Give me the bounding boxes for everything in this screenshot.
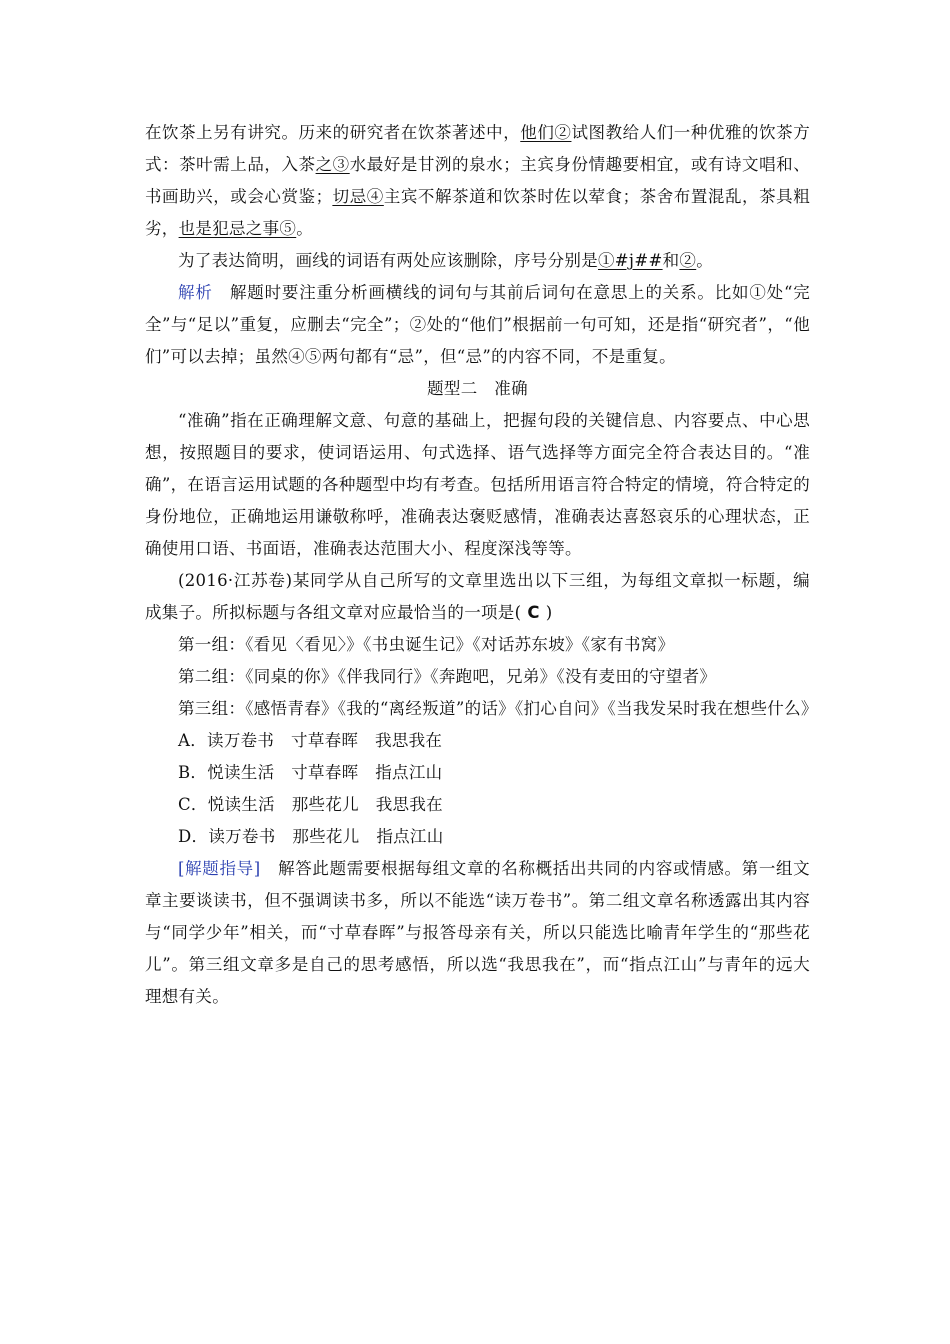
- underlined-phrase: 之③: [315, 155, 350, 174]
- passage-paragraph: [145, 117, 810, 245]
- passage-text: 水最好是甘洌的泉水；主宾身份情趣要相宜，或有诗文唱和、书画助兴，或会心赏鉴；: [145, 155, 810, 206]
- answer-number: ②: [679, 251, 697, 270]
- analysis-paragraph: [145, 277, 810, 373]
- guide-label: [解题指导]: [178, 859, 261, 878]
- document-body: [145, 117, 818, 1013]
- section-title: 题型二 准确: [427, 379, 528, 398]
- analysis-text: 解题时要注重分析画横线的词句与其前后词句在意思上的关系。比如①处“完全”与“足以”重复，应删去“完全”；②处的“他们”根据前一句可知，还是指“研究者”，“他们”可以去掉；虽然④⑤两句都有“忌”，但“忌”的内容不同，不是重复。: [145, 283, 811, 366]
- answer-letter: C: [527, 603, 540, 622]
- guide-text: 解答此题需要根据每组文章的名称概括出共同的内容或情感。第一组文章主要谈读书，但不强调读书多，所以不能选“读万卷书”。第二组文章名称透露出其内容与“同学少年”相关，而“寸草春晖”与报答母亲有关，所以只能选比喻青年学生的“那些花儿”。第三组文章多是自己的思考感悟，所以选“我思我在”，而“指点江山”与青年的远大理想有关。: [145, 859, 810, 1006]
- group-item: 第三组：《感悟青春》《我的“离经叛道”的话》《扪心自问》《当我发呆时我在想些什么》: [178, 699, 818, 718]
- question-text: ): [545, 603, 553, 622]
- passage-text: 主宾不解茶道和饮茶时佐以荤食；茶舍布置混乱，茶具粗劣，: [145, 187, 810, 238]
- option-d: D．读万卷书 那些花儿 指点江山: [178, 827, 444, 846]
- guide-paragraph: [145, 853, 810, 1013]
- answer-text: 和: [662, 251, 680, 270]
- passage-text: 在饮茶上另有讲究。历来的研究者在饮茶著述中，: [145, 123, 521, 142]
- answer-number: ①#j##: [598, 251, 663, 270]
- intro-paragraph: “准确”指在正确理解文意、句意的基础上，把握句段的关键信息、内容要点、中心思想，按照题目的要求，使词语运用、句式选择、语气选择等方面完全符合表达目的。“准确”，在语言运用试题的各种题型中均有考查。包括所用语言符合特定的情境，符合特定的身份地位，正确地运用谦敬称呼，准确表达褒贬感情，准确表达喜怒哀乐的心理状态，正确使用口语、书面语，准确表达范围大小、程度深浅等等。: [145, 411, 810, 558]
- passage-text: 试图教给人们一种优雅的饮茶方式：茶叶需上品，入茶: [145, 123, 810, 174]
- option-b: B．悦读生活 寸草春晖 指点江山: [178, 763, 443, 782]
- answer-text: 。: [696, 251, 714, 270]
- group-item: 第一组：《看见〈看见〉》《书虫诞生记》《对话苏东坡》《家有书窝》: [178, 635, 675, 654]
- option-a: A．读万卷书 寸草春晖 我思我在: [178, 731, 443, 750]
- underlined-phrase: 也是犯忌之事⑤: [178, 219, 297, 238]
- passage-text: 。: [296, 219, 314, 238]
- question-stem: [145, 565, 810, 629]
- question-text: (2016·江苏卷)某同学从自己所写的文章里选出以下三组，为每组文章拟一标题，编成集子。所拟标题与各组文章对应最恰当的一项是(: [145, 571, 810, 622]
- underlined-phrase: 他们②: [520, 123, 572, 142]
- group-item: 第二组：《同桌的你》《伴我同行》《奔跑吧，兄弟》《没有麦田的守望者》: [178, 667, 717, 686]
- option-c: C．悦读生活 那些花儿 我思我在: [178, 795, 443, 814]
- answer-text: 为了表达简明，画线的词语有两处应该删除，序号分别是: [178, 251, 598, 270]
- answer-statement: [145, 245, 810, 277]
- underlined-phrase: 切忌④: [332, 187, 384, 206]
- analysis-label: 解析: [178, 283, 213, 302]
